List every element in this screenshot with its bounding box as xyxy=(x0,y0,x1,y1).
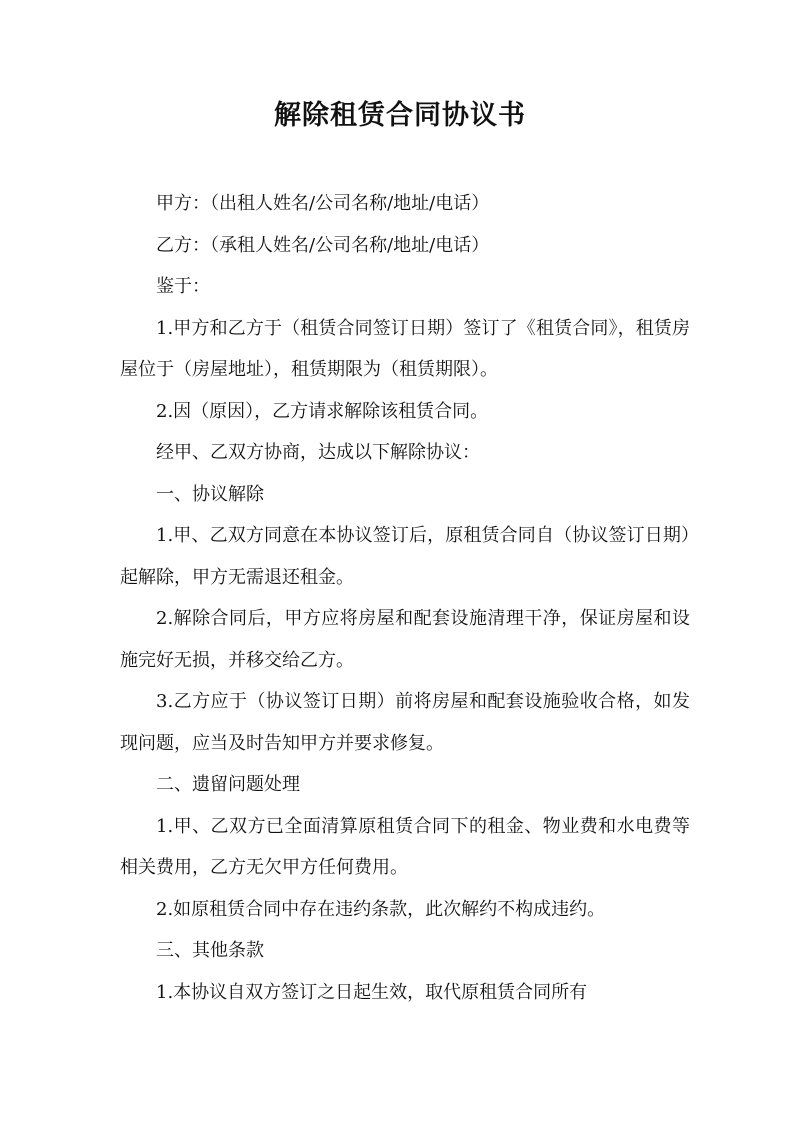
section-heading-outstanding-issues: 二、遗留问题处理 xyxy=(156,774,300,795)
agreement-intro: 经甲、乙双方协商，达成以下解除协议： xyxy=(156,442,480,463)
document-body xyxy=(120,183,690,1013)
termination-clause-2: 2.解除合同后，甲方应将房屋和配套设施清理干净，保证房屋和设施完好无损，并移交给乙方。 xyxy=(120,608,690,671)
termination-clause-3: 3.乙方应于（协议签订日期）前将房屋和配套设施验收合格，如发现问题，应当及时告知甲方并要求修复。 xyxy=(120,691,690,754)
party-a-line: 甲方：（出租人姓名/公司名称/地址/电话） xyxy=(156,193,490,214)
outstanding-clause-2: 2.如原租赁合同中存在违约条款，此次解约不构成违约。 xyxy=(156,898,606,920)
whereas-heading: 鉴于： xyxy=(156,276,210,297)
whereas-clause-2: 2.因（原因），乙方请求解除该租赁合同。 xyxy=(156,400,489,422)
section-heading-termination: 一、协议解除 xyxy=(156,483,264,505)
other-terms-clause-1: 1.本协议自双方签订之日起生效，取代原租赁合同所有 xyxy=(156,981,588,1003)
section-heading-other-terms: 三、其他条款 xyxy=(156,940,264,961)
party-b-line: 乙方：（承租人姓名/公司名称/地址/电话） xyxy=(156,234,490,256)
outstanding-clause-1: 1.甲、乙双方已全面清算原租赁合同下的租金、物业费和水电费等相关费用，乙方无欠甲方任何费用。 xyxy=(120,815,690,878)
document-title: 解除租赁合同协议书 xyxy=(274,100,526,131)
termination-clause-1: 1.甲、乙双方同意在本协议签订后，原租赁合同自（协议签订日期）起解除，甲方无需退还租金。 xyxy=(120,525,690,588)
whereas-clause-1: 1.甲方和乙方于（租赁合同签订日期）签订了《租赁合同》，租赁房屋位于（房屋地址），租赁期限为（租赁期限）。 xyxy=(120,317,690,380)
